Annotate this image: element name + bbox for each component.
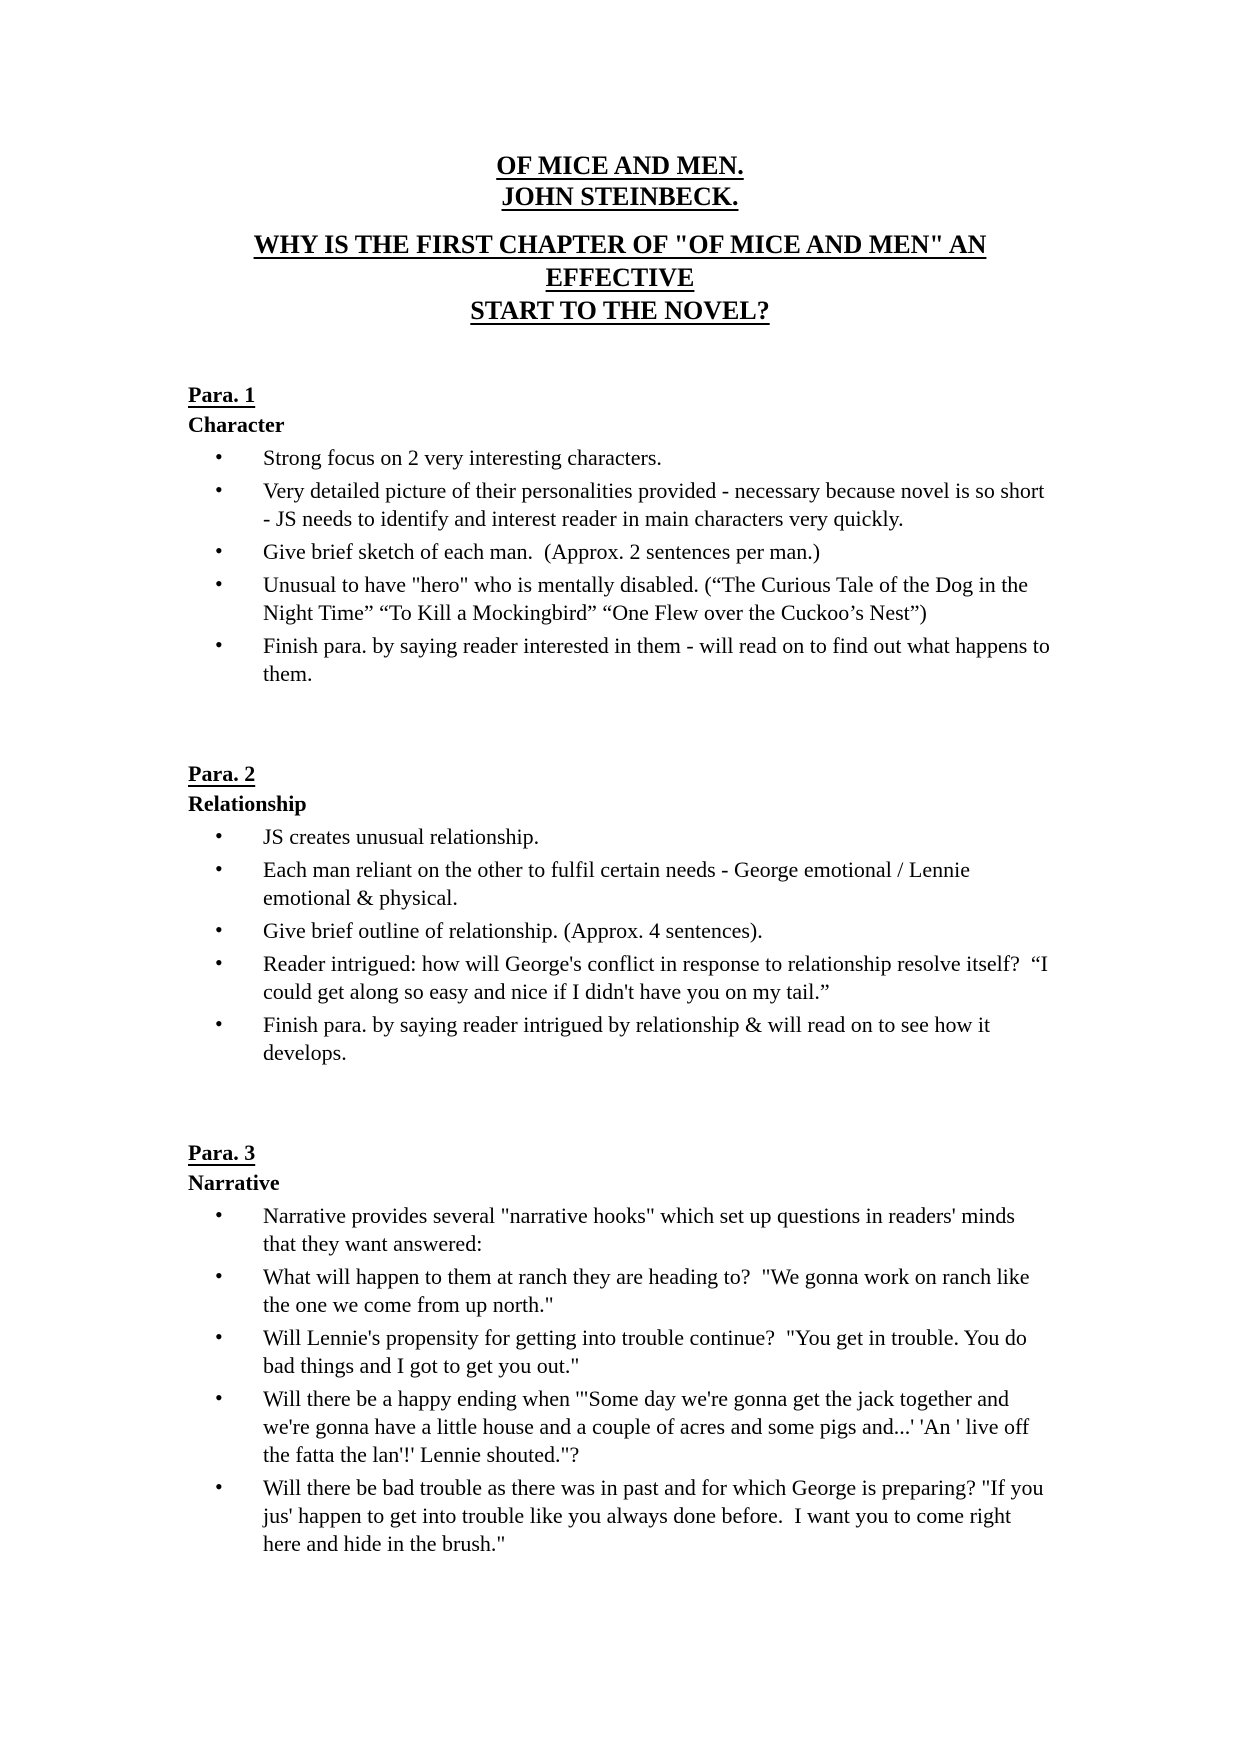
- bullet-item: [188, 1202, 1052, 1258]
- bullet-text: Very detailed picture of their personalities provided - necessary because novel is so short - JS needs to identify and interest reader in main characters very quickly.: [263, 478, 1050, 531]
- question-line-1: [188, 228, 1052, 294]
- para-3-heading: Para. 3: [188, 1140, 256, 1165]
- bullet-icon: •: [215, 1202, 223, 1227]
- bullet-icon: •: [215, 950, 223, 975]
- question-text-2: START TO THE NOVEL?: [470, 296, 770, 325]
- bullet-icon: •: [215, 1474, 223, 1499]
- question-text-1: WHY IS THE FIRST CHAPTER OF "OF MICE AND MEN" AN EFFECTIVE: [253, 230, 987, 292]
- bullet-icon: •: [215, 917, 223, 942]
- bullet-item: [188, 477, 1052, 533]
- para-3-heading-row: [188, 1139, 1052, 1167]
- bullet-icon: •: [215, 477, 223, 502]
- bullet-text: Will there be a happy ending when '"Some day we're gonna get the jack together and we're gonna have a little house and a couple of acres and some pigs and...' 'An ' live off the fatta the lan'!' Lennie shouted."?: [263, 1386, 1035, 1467]
- para-3-bullet-list: [188, 1202, 1052, 1558]
- bullet-icon: •: [215, 444, 223, 469]
- section-para-3: [188, 1139, 1052, 1558]
- bullet-item: [188, 1474, 1052, 1558]
- bullet-item: [188, 538, 1052, 566]
- para-2-bullet-list: [188, 823, 1052, 1067]
- bullet-icon: •: [215, 1011, 223, 1036]
- bullet-item: [188, 1324, 1052, 1380]
- bullet-item: [188, 856, 1052, 912]
- bullet-item: [188, 444, 1052, 472]
- bullet-item: [188, 1263, 1052, 1319]
- title-line-1: [188, 150, 1052, 181]
- section-para-1: [188, 381, 1056, 688]
- bullet-icon: •: [215, 856, 223, 881]
- para-1-bullet-list: [188, 444, 1056, 688]
- bullet-icon: •: [215, 571, 223, 596]
- bullet-item: [188, 632, 1056, 688]
- bullet-text: JS creates unusual relationship.: [263, 824, 540, 849]
- bullet-text: Finish para. by saying reader intrigued by relationship & will read on to see how it develops.: [263, 1012, 996, 1065]
- bullet-icon: •: [215, 1385, 223, 1410]
- para-1-subheading: Character: [188, 412, 285, 437]
- para-1-heading-row: [188, 381, 1052, 409]
- bullet-text: Each man reliant on the other to fulfil certain needs - George emotional / Lennie emotional & physical.: [263, 857, 976, 910]
- bullet-item: [188, 1011, 1052, 1067]
- section-para-2: [188, 760, 1052, 1067]
- para-2-heading: Para. 2: [188, 761, 256, 786]
- bullet-icon: •: [215, 1263, 223, 1288]
- title-text-1: OF MICE AND MEN.: [496, 151, 744, 180]
- bullet-text: Narrative provides several "narrative hooks" which set up questions in readers' minds that they want answered:: [263, 1203, 1021, 1256]
- bullet-text: Finish para. by saying reader interested in them - will read on to find out what happens to them.: [263, 633, 1056, 686]
- bullet-icon: •: [215, 823, 223, 848]
- bullet-text: Unusual to have "hero" who is mentally disabled. (“The Curious Tale of the Dog in the Night Time” “To Kill a Mockingbird” “One Flew over the Cuckoo’s Nest”): [263, 572, 1034, 625]
- para-2-subheading: Relationship: [188, 791, 307, 816]
- bullet-icon: •: [215, 632, 223, 657]
- bullet-item: [188, 571, 1052, 627]
- para-1-heading: Para. 1: [188, 382, 256, 407]
- bullet-item: [188, 823, 1052, 851]
- para-3-subheading: Narrative: [188, 1170, 280, 1195]
- bullet-text: Give brief outline of relationship. (Approx. 4 sentences).: [263, 918, 763, 943]
- bullet-icon: •: [215, 538, 223, 563]
- bullet-item: [188, 950, 1052, 1006]
- bullet-text: Give brief sketch of each man. (Approx. 2 sentences per man.): [263, 539, 821, 564]
- bullet-item: [188, 1385, 1052, 1469]
- para-2-heading-row: [188, 760, 1052, 788]
- title-text-2: JOHN STEINBECK.: [501, 182, 739, 211]
- bullet-item: [188, 917, 1052, 945]
- bullet-text: What will happen to them at ranch they are heading to? "We gonna work on ranch like the one we come from up north.": [263, 1264, 1036, 1317]
- bullet-text: Will Lennie's propensity for getting into trouble continue? "You get in trouble. You do bad things and I got to get you out.": [263, 1325, 1033, 1378]
- question-line-2: [188, 294, 1052, 327]
- title-line-2: [188, 181, 1052, 212]
- bullet-icon: •: [215, 1324, 223, 1349]
- bullet-text: Reader intrigued: how will George's conflict in response to relationship resolve itself? “I could get along so easy and nice if I didn't have you on my tail.”: [263, 951, 1054, 1004]
- bullet-text: Strong focus on 2 very interesting characters.: [263, 445, 662, 470]
- bullet-text: Will there be bad trouble as there was in past and for which George is preparing? "If you jus' happen to get into trouble like you always done before. I want you to come right here and hide in the brush.": [263, 1475, 1049, 1556]
- document-title: [188, 150, 1052, 212]
- essay-question: [188, 228, 1052, 327]
